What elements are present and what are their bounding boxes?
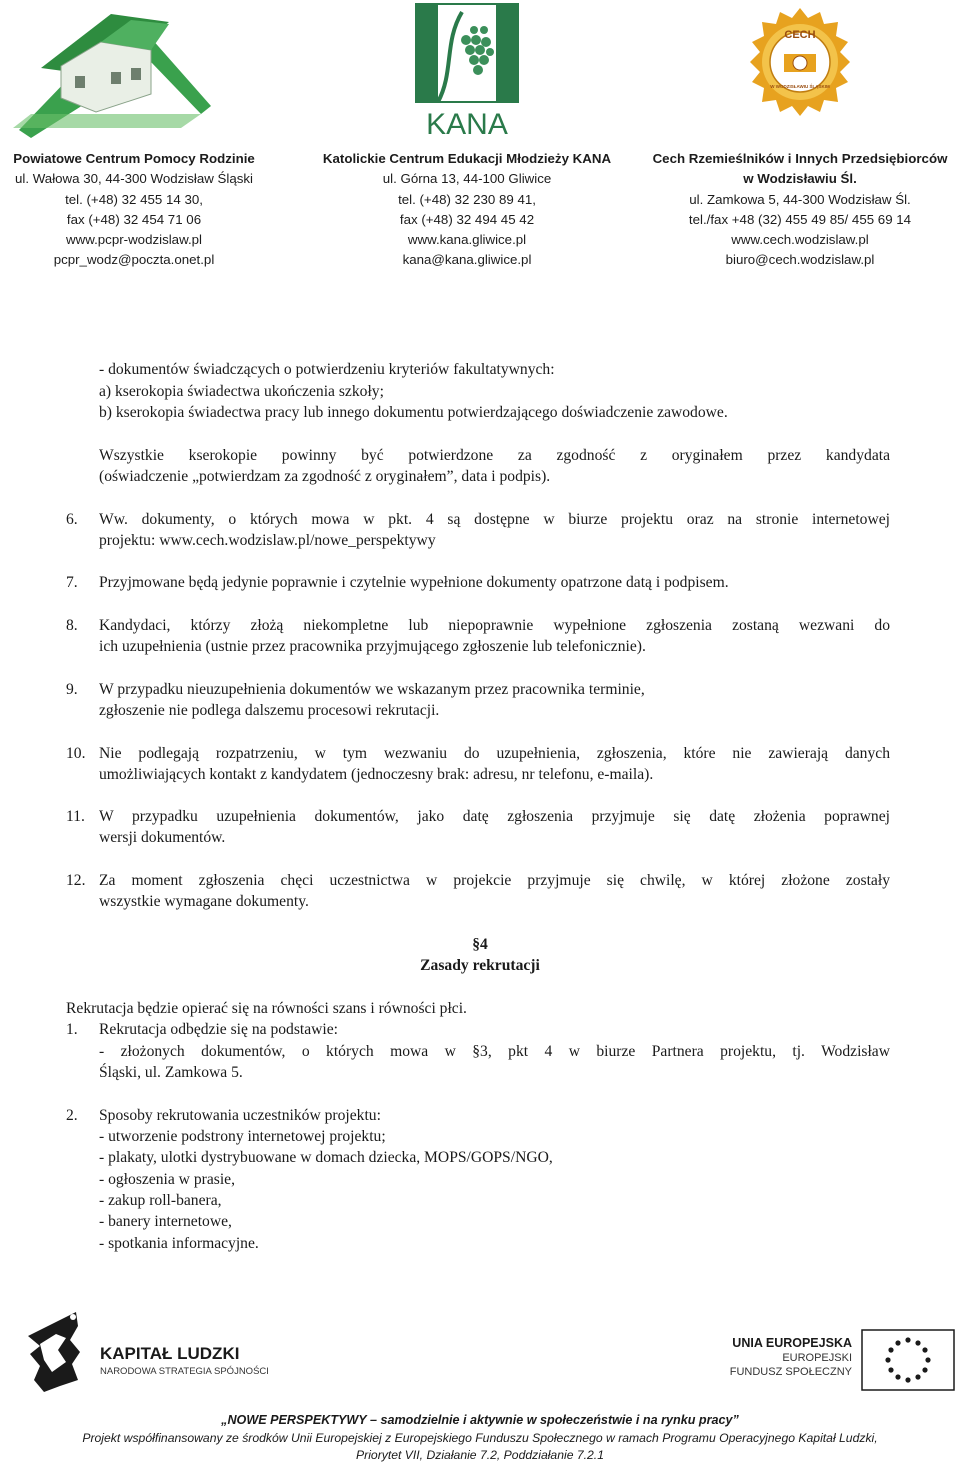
item-8-number: 8. [66, 617, 78, 634]
method-item: - ogłoszenia w prasie, [99, 1171, 235, 1188]
cech-seal-title: CECH [784, 29, 816, 41]
eu-efs-logo [730, 1330, 954, 1390]
pcpr-house-logo [1, 2, 233, 138]
cech-email[interactable]: biuro@cech.wodzislaw.pl [725, 252, 875, 268]
copies-note-line2: (oświadczenie „potwierdzam za zgodność z oryginałem”, data i podpis). [99, 468, 551, 485]
cech-name: Cech Rzemieślników i Innych Przedsiębiorców [652, 151, 948, 166]
kapital-ludzki-logo [28, 1312, 269, 1392]
rule-1-text: Rekrutacja odbędzie się na podstawie: [99, 1021, 339, 1038]
cech-contact [640, 149, 960, 271]
item-12-number: 12. [66, 872, 86, 889]
kana-website[interactable]: www.kana.gliwice.pl [407, 232, 527, 248]
cofinancing-note: Projekt współfinansowany ze środków Unii Europejskiej z Europejskiego Funduszu Społecznego w ramach Programu Operacyjnego Kapitał Ludzki, [82, 1431, 878, 1445]
partner-pcpr [0, 0, 268, 280]
kana-email[interactable]: kana@kana.gliwice.pl [402, 252, 532, 268]
kana-address: ul. Górna 13, 44-100 Gliwice [382, 171, 552, 187]
kana-fax: fax (+48) 32 494 45 42 [399, 211, 535, 227]
item-11-line1: W przypadku uzupełnienia dokumentów, jako datę zgłoszenia przyjmuje się datę złożenia poprawnej [99, 808, 890, 825]
item-6-line1: Ww. dokumenty, o których mowa w pkt. 4 są dostępne w biurze projektu oraz na stronie internetowej [99, 511, 890, 528]
item-6-line2: projektu: www.cech.wodzislaw.pl/nowe_perspektywy [99, 532, 436, 549]
pcpr-website[interactable]: www.pcpr-wodzislaw.pl [66, 232, 202, 248]
item-8-line1: Kandydaci, którzy złożą niekompletne lub niepoprawnie wypełnione zgłoszenia zostaną wezwani do [99, 617, 890, 634]
kapital-ludzki-title: KAPITAŁ LUDZKI [100, 1344, 240, 1363]
rule-1-detail-line2: Śląski, ul. Zamkowa 5. [99, 1064, 243, 1081]
partner-kana [303, 0, 631, 280]
cech-website[interactable]: www.cech.wodzislaw.pl [731, 232, 869, 248]
item-9-line1: W przypadku nieuzupełnienia dokumentów we wskazanym przez pracownika terminie, [99, 681, 645, 698]
kana-logo [414, 2, 520, 136]
eu-subtitle-1: EUROPEJSKI [782, 1352, 852, 1364]
rule-2-number: 2. [66, 1107, 78, 1124]
item-10-number: 10. [66, 745, 86, 762]
method-item: - spotkania informacyjne. [99, 1235, 259, 1252]
kana-logo-text: KANA [426, 108, 508, 136]
cech-phone-fax: tel./fax +48 (32) 455 49 85/ 455 69 14 [688, 211, 912, 227]
footer [0, 1300, 960, 1463]
pcpr-address: ul. Wałowa 30, 44-300 Wodzisław Śląski [15, 171, 253, 187]
copies-note-line1: Wszystkie kserokopie powinny być potwierdzone za zgodność z oryginałem przez kandydata [99, 447, 890, 464]
kapital-ludzki-subtitle: NARODOWA STRATEGIA SPÓJNOŚCI [100, 1366, 269, 1377]
method-item: - banery internetowe, [99, 1213, 232, 1230]
kana-phone: tel. (+48) 32 230 89 41, [398, 191, 536, 207]
project-title: „NOWE PERSPEKTYWY – samodzielnie i aktywnie w społeczeństwie i na rynku pracy” [221, 1413, 739, 1427]
cech-name-line2: w Wodzisławiu Śl. [743, 171, 857, 187]
item-10-line2: umożliwiających kontakt z kandydatem (jednoczesny brak: adresu, nr telefonu, e-maila). [99, 766, 654, 783]
criteria-intro: - dokumentów świadczących o potwierdzeniu kryteriów fakultatywnych: [99, 361, 555, 378]
section-number: §4 [472, 936, 488, 953]
cech-seal-logo [744, 6, 856, 122]
method-item: - zakup roll-banera, [99, 1192, 222, 1209]
cech-seal-subtitle: W WODZISŁAWIU ŚLĄSKIM [770, 84, 830, 89]
kana-name: Katolickie Centrum Edukacji Młodzieży KANA [322, 151, 612, 166]
pcpr-phone: tel. (+48) 32 455 14 30, [65, 191, 203, 207]
pcpr-fax: fax (+48) 32 454 71 06 [66, 211, 202, 227]
partner-cech [640, 0, 960, 280]
item-7-line1: Przyjmowane będą jedynie poprawnie i czytelnie wypełnione dokumenty opatrzone datą i podpisem. [99, 574, 729, 591]
criteria-a: a) kserokopia świadectwa ukończenia szkoły; [99, 383, 384, 400]
item-9-number: 9. [66, 681, 78, 698]
recruitment-intro: Rekrutacja będzie opierać się na równości szans i równości płci. [66, 1000, 467, 1017]
rule-1-number: 1. [66, 1021, 78, 1038]
pcpr-email[interactable]: pcpr_wodz@poczta.onet.pl [53, 252, 215, 268]
rule-1-detail-line1: - złożonych dokumentów, o których mowa w §3, pkt 4 w biurze Partnera projektu, tj. Wodzisław [99, 1043, 890, 1060]
item-12-line1: Za moment zgłoszenia chęci uczestnictwa w projekcie przyjmuje się chwilę, w której złożone zostały [99, 872, 890, 889]
pcpr-contact [0, 149, 268, 271]
item-10-line1: Nie podlegają rozpatrzeniu, w tym wezwaniu do uzupełnienia, zgłoszenia, które nie zawierają danych [99, 745, 890, 762]
method-item: - plakaty, ulotki dystrybuowane w domach dziecka, MOPS/GOPS/NGO, [99, 1149, 553, 1166]
criteria-b: b) kserokopia świadectwa pracy lub innego dokumentu potwierdzającego doświadczenie zawodowe. [99, 404, 728, 421]
item-7-number: 7. [66, 574, 78, 591]
method-item: - utworzenie podstrony internetowej projektu; [99, 1128, 386, 1145]
item-12-line2: wszystkie wymagane dokumenty. [99, 893, 309, 910]
item-8-line2: ich uzupełnienia (ustnie przez pracownika przyjmującego zgłoszenie lub telefonicznie). [99, 638, 646, 655]
kana-contact [303, 149, 631, 271]
item-11-number: 11. [66, 808, 85, 825]
eu-subtitle-2: FUNDUSZ SPOŁECZNY [729, 1366, 852, 1378]
cech-address: ul. Zamkowa 5, 44-300 Wodzisław Śl. [689, 191, 911, 207]
item-11-line2: wersji dokumentów. [99, 829, 226, 846]
item-9-line2: zgłoszenie nie podlega dalszemu procesowi rekrutacji. [99, 702, 440, 719]
item-6-number: 6. [66, 511, 78, 528]
priority-note: Priorytet VII, Działanie 7.2, Poddziałanie 7.2.1 [356, 1448, 604, 1462]
letterhead [0, 0, 960, 280]
eu-title: UNIA EUROPEJSKA [732, 1336, 852, 1350]
footer-logos [0, 1300, 960, 1400]
pcpr-name: Powiatowe Centrum Pomocy Rodzinie [13, 151, 255, 166]
rule-2-text: Sposoby rekrutowania uczestników projektu: [99, 1107, 381, 1124]
section-title: Zasady rekrutacji [420, 957, 540, 974]
